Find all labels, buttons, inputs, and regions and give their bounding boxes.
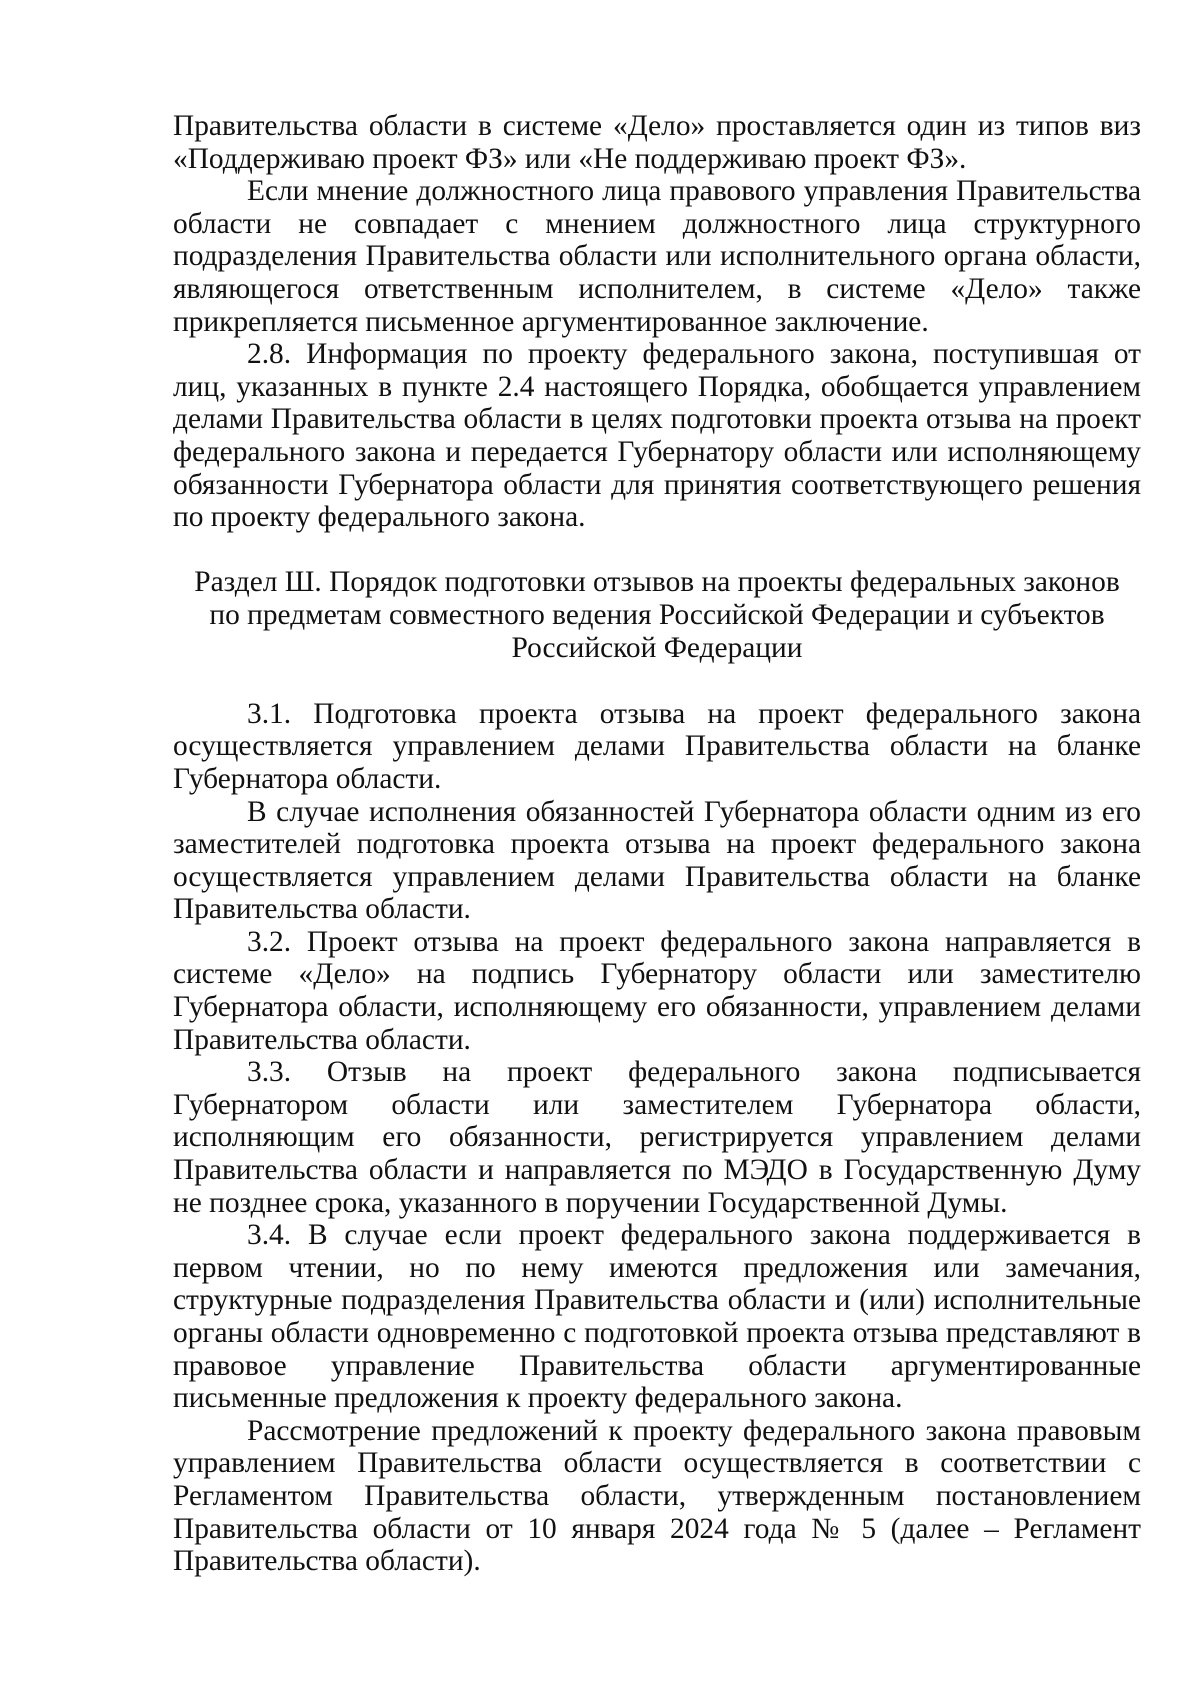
paragraph-2-8: 2.8. Информация по проекту федерального закона, поступившая от лиц, указанных в пункте 2.4 настоящего Порядка, обобщается управлением делами Правительства области в целях подготовки проекта отзыва на проект федерального закона и передается Губернатору области или исполняющему обязанности Губернатора области для принятия соответствующего решения по проекту федерального закона. — [173, 338, 1141, 534]
paragraph-3-3: 3.3. Отзыв на проект федерального закона подписывается Губернатором области или заместителем Губернатора области, исполняющим его обязанности, регистрируется управлением делами Правительства области и направляется по МЭДО в Государственную Думу не позднее срока, указанного в поручении Государственной Думы. — [173, 1056, 1141, 1219]
section-title-line-3: Российской Федерации — [511, 631, 803, 664]
section-title-line-1: Раздел Ш. Порядок подготовки отзывов на проекты федеральных законов — [194, 565, 1120, 598]
paragraph-3-1: 3.1. Подготовка проекта отзыва на проект федерального закона осуществляется управлением делами Правительства области на бланке Губернатора области. — [173, 697, 1141, 795]
paragraph-3-4: 3.4. В случае если проект федерального закона поддерживается в первом чтении, но по нему имеются предложения или замечания, структурные подразделения Правительства области и (или) исполнительные органы области одновременно с подготовкой проекта отзыва представляют в правовое управление Правительства области аргументированные письменные предложения к проекту федерального закона. — [173, 1219, 1141, 1415]
section-title-line-2: по предметам совместного ведения Российской Федерации и субъектов — [209, 598, 1105, 631]
document-page — [173, 110, 1141, 1578]
paragraph-3-1-deputy: В случае исполнения обязанностей Губернатора области одним из его заместителей подготовка проекта отзыва на проект федерального закона осуществляется управлением делами Правительства области на бланке Правительства области. — [173, 795, 1141, 926]
paragraph-3-2: 3.2. Проект отзыва на проект федерального закона направляется в системе «Дело» на подпись Губернатору области или заместителю Губернатора области, исполняющему его обязанности, управлением делами Правительства области. — [173, 925, 1141, 1056]
paragraph-3-4-review: Рассмотрение предложений к проекту федерального закона правовым управлением Правительства области осуществляется в соответствии с Регламентом Правительства области, утвержденным постановлением Правительства области от 10 января 2024 года № 5 (далее – Регламент Правительства области). — [173, 1414, 1141, 1578]
section-title — [173, 566, 1141, 665]
paragraph-continuation: Правительства области в системе «Дело» проставляется один из типов виз «Поддерживаю проект ФЗ» или «Не поддерживаю проект ФЗ». — [173, 110, 1141, 175]
paragraph-opinion-mismatch: Если мнение должностного лица правового управления Правительства области не совпадает с мнением должностного лица структурного подразделения Правительства области или исполнительного органа области, являющегося ответственным исполнителем, в системе «Дело» также прикрепляется письменное аргументированное заключение. — [173, 175, 1141, 338]
